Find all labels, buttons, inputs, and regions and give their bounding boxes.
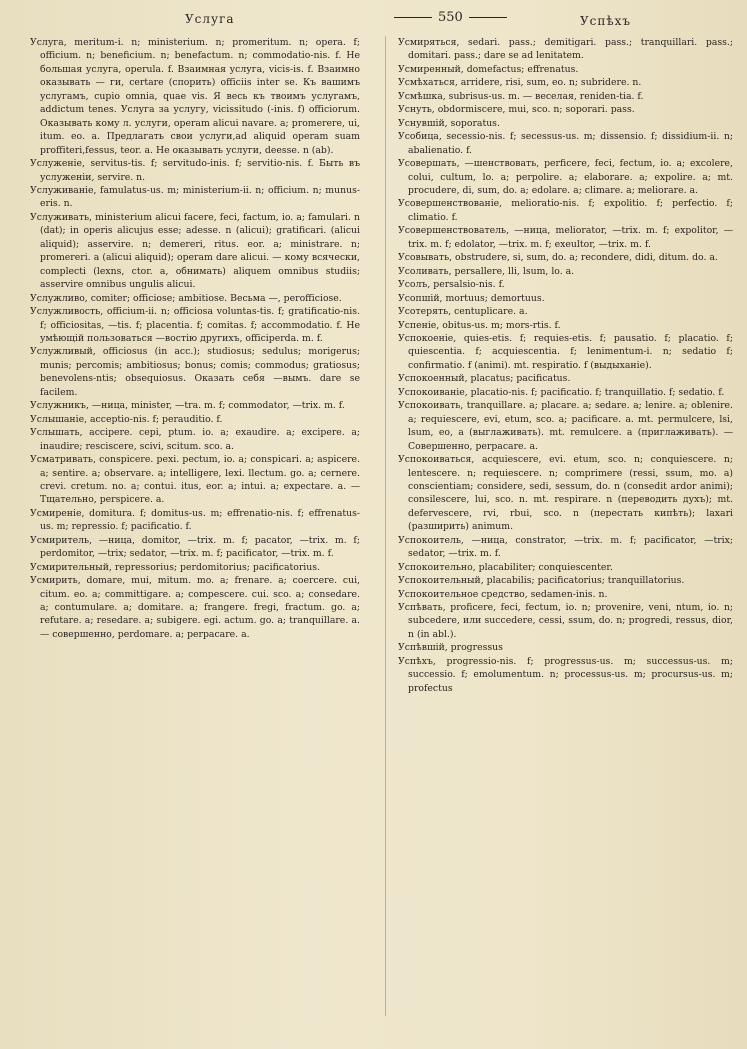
dictionary-entry: Услужникъ, —ница, minister, —tra. m. f; commodator, —trix. m. f.: [30, 400, 345, 412]
dictionary-entry: Успѣвать, proficere, feci, fectum, io. n; provenire, veni, ntum, io. n; subcedere, или succedere, cessi, ssum, do. n; progredi, ressus, dior, n (in abl.).: [398, 602, 733, 640]
dictionary-entry: Успокоительно, placabiliter; conquiescenter.: [398, 561, 613, 573]
dictionary-entry: Услышать, accipere. cepi, ptum. io. a; exaudire. a; excipere. a; inaudire; resciscere, scivi, scitum. sco. a.: [30, 427, 360, 452]
dictionary-entry: Усолъ, persalsio-nis. f.: [398, 279, 505, 291]
dictionary-entry: Усобица, secessio-nis. f; secessus-us. m; dissensio. f; dissidium-ii. n; abalienatio. f.: [398, 131, 733, 156]
dictionary-entry: Усмиреніе, domitura. f; domitus-us. m; effrenatio-nis. f; effrenatus-us. m; repressio. f; pacificatio. f.: [30, 507, 360, 533]
header-left-title: Услуга: [185, 12, 235, 26]
page-header: [30, 10, 727, 32]
dictionary-entry: Услуживаніе, famulatus-us. m; ministerium-ii. n; officium. n; munus-eris. n.: [30, 184, 360, 210]
header-right-title: Успѣхъ: [580, 14, 632, 28]
dictionary-entry: Усовершенствованіе, melioratio-nis. f; expolitio. f; perfectio. f; climatio. f.: [398, 198, 733, 223]
dictionary-entry: Успокоительное средство, sedamen-inis. n.: [398, 588, 608, 600]
dictionary-entry: Успокоенный, placatus; pacificatus.: [398, 373, 571, 385]
dictionary-entry: Усовывать, obstrudere, si, sum, do. a; recondere, didi, ditum. do. a.: [398, 252, 718, 264]
dictionary-entry: Услышаніе, acceptio-nis. f; perauditio. f.: [30, 413, 223, 425]
dictionary-entry: Успѣвшій, progressus: [398, 642, 503, 654]
dictionary-entry: Усмѣхаться, arridere, risi, sum, eo. n; subridere. n.: [398, 77, 642, 89]
dictionary-entry: Усовершенствователь, —ница, meliorator, —trix. m. f; expolitor, —trix. m. f; edolator, —trix. m. f; exeultor, —trix. m. f.: [398, 225, 733, 250]
left-column: [30, 36, 360, 641]
page-number: 550: [388, 10, 513, 25]
dictionary-entry: Усмирительный, repressorius; perdomitorius; pacificatorius.: [30, 561, 320, 573]
dictionary-entry: Услужливо, comiter; officiose; ambitiose. Весьма —, perofficiose.: [30, 292, 342, 304]
dictionary-entry: Услуженіе, servitus-tis. f; servitudo-inis. f; servitio-nis. f. Быть въ услуженіи, servire. n.: [30, 158, 360, 183]
dictionary-entry: Усмиренный, domefactus; effrenatus.: [398, 63, 579, 75]
dictionary-entry: Успокоеніе, quies-etis. f; requies-etis. f; pausatio. f; placatio. f; quiescentia. f; acquiescentia. f; lenimentum-i. n; sedatio f; confirmatio. f (animi). mt. respiratio. f (выдыханіе).: [398, 332, 733, 371]
column-divider: [385, 36, 386, 1016]
dictionary-entry: Уснуть, obdormiscere, mui, sco. n; soporari. pass.: [398, 104, 635, 116]
dictionary-entry: Успокоиваться, acquiescere, evi. etum, sco. n; conquiescere. n; lentescere. n; requiescere. n; comprimere (ressi, ssum, mo. a) conscientiam; considere, sedi, sessum, do. n (consedit ardor animi); consilescere, lui, sco. n. mt. respirare. n (переводить духъ); mt. defervescere, rvi, rbui, sco. n (перестать кипѣть); laxari (разширить) animum.: [398, 454, 733, 533]
dictionary-entry: Усмѣшка, subrisus-us. m. — веселая, reniden-tia. f.: [398, 90, 644, 102]
dictionary-entry: Усовершать, —шенствовать, perficere, feci, fectum, io. a; excolere, colui, cultum, lo. a; perpolire. a; elaborare. a; expolire. a; mt. procudere, di, sum, do. a; edolare. a; climare. a; meliorare. a.: [398, 158, 733, 196]
dictionary-entry: Услуживать, ministerium alicui facere, feci, factum, io. a; famulari. n (dat); in operis alicujus esse; adesse. n (alicui); gratificari. (alicui aliquid); asservire. n; demereri, ritus. eor. a; ministrare. n; promereri. a (alicui aliquid); operam dare alicui. — кому всячески, complecti (lexns, ctor. a, обнимать) aliquem omnibus studiis; asservire omnibus ungulis alicui.: [30, 211, 360, 291]
dictionary-entry: Усотерять, centuplicare. a.: [398, 306, 528, 318]
dictionary-entry: Усматривать, conspicere. pexi. pectum, io. a; conspicari. a; aspicere. a; sentire. a; observare. a; intelligere, lexi. llectum. go. a; cernere. crevi. cretum. no. a; contui. itus, eor. a; intui. a; expectare. a. — Тщательно, perspicere. a.: [30, 454, 360, 506]
dictionary-entry: Успокоивать, tranquillare. a; placare. a; sedare. a; lenire. a; oblenire. a; requiescere, evi, etum, sco. a; pacificare. a. mt. permulcere, lsi, lsum, eo, a (выглаживать). mt. remulcere. a (приглаживать). — Совершенно, perpacare. a.: [398, 400, 733, 452]
dictionary-entry: Усопшій, mortuus; demortuus.: [398, 292, 545, 304]
dictionary-entry: Услуга, meritum-i. n; ministerium. n; promeritum. n; opera. f; officium. n; beneficium. n; benefactum. n; commodatio-nis. f. Не большая услуга, operula. f. Взаимная услуга, vicis-is. f. Взаимно оказывать — ги, certare (спорить) officiis inter se. Къ вашимъ услугамъ, cupio omnia, quae vis. Я весь къ твоимъ услугамъ, addictum tenes. Услуга за услугу, vicissitudo (-inis. f) officiorum. Оказывать кому л. услуги, operam alicui navare. a; promerere, ui, itum. eo. a. Предлагать свои услуги,ad aliquid operam suam proffiteri,fessus, teor. a. Не оказывать услуги, deesse. n (ab).: [30, 37, 360, 156]
dictionary-entry: Услужливость, officium-ii. n; officiosa voluntas-tis. f; gratificatio-nis. f; officiositas, —tis. f; placentia. f; comitas. f; accommodatio. f. Не умѣющій пользоваться —востію другихъ, officiperda. m. f.: [30, 306, 360, 344]
dictionary-entry: Успокоитель, —ница, constrator, —trix. m. f; pacificator, —trix; sedator, —trix. m. f.: [398, 534, 733, 560]
dictionary-entry: Успокоиваніе, placatio-nis. f; pacificatio. f; tranquillatio. f; sedatio. f.: [398, 386, 725, 398]
dictionary-entry: Успокоительный, placabilis; pacificatorius; tranquillatorius.: [398, 575, 685, 587]
dictionary-entry: Усмиряться, sedari. pass.; demitigari. pass.; tranquillari. pass.; domitari. pass.; dare se ad lenitatem.: [398, 37, 733, 62]
dictionary-entry: Услужливый, officiosus (in acc.); studiosus; sedulus; morigerus; munis; percomis; ambitiosus; bonus; comis; commodus; gratiosus; benevolens-ntis; obsequiosus. Оказать себя —вымъ. dare se facilem.: [30, 346, 360, 398]
dictionary-entry: Уснувшій, soporatus.: [398, 117, 500, 129]
dictionary-entry: Усоливать, persallere, lli, lsum, lo. a.: [398, 265, 575, 277]
dictionary-entry: Успѣхъ, progressio-nis. f; progressus-us. m; successus-us. m; successio. f; emolumentum. n; processus-us. m; procursus-us. m; profectus: [398, 655, 733, 694]
right-column: [398, 36, 733, 695]
dictionary-entry: Успеніе, obitus-us. m; mors-rtis. f.: [398, 319, 561, 331]
dictionary-entry: Усмирить, domare, mui, mitum. mo. a; frenare. a; coercere. cui, citum. eo. a; committigare. a; compescere. cui. sco. a; consedare. a; contumulare. a; domitare. a; frangere. fregi, fractum. go. a; refutare. a; resedare. a; subigere. egi. actum. go. a; tranquillare. a. — совершенно, perdomare. a; perpacare. a.: [30, 575, 360, 640]
dictionary-entry: Усмиритель, —ница, domitor, —trix. m. f; pacator, —trix. m. f; perdomitor, —trix; sedator, —trix. m. f; pacificator, —trix. m. f.: [30, 534, 360, 560]
